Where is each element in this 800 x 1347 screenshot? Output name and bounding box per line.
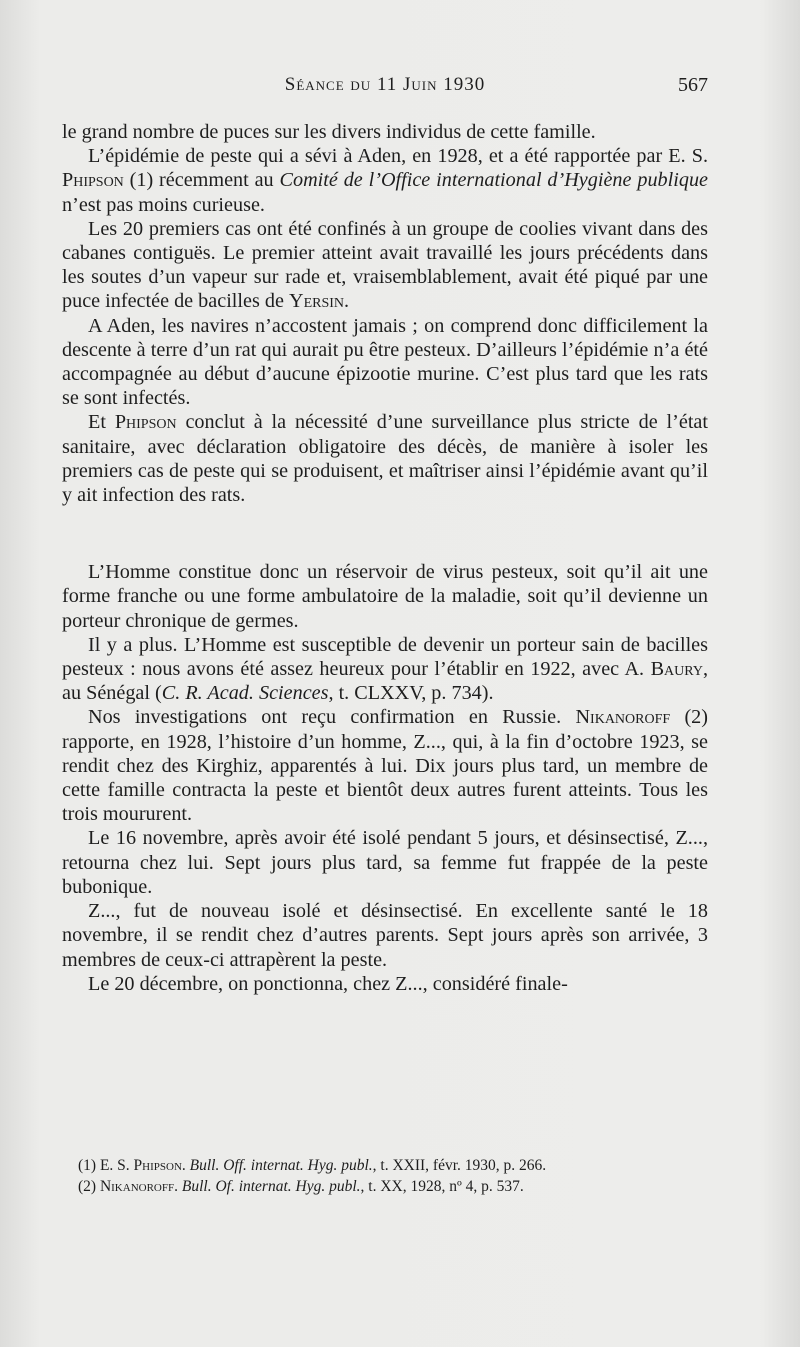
- paragraph: [62, 410, 708, 507]
- paragraph-text: Le 20 décembre, on ponctionna, chez Z..., considéré finale-: [88, 972, 568, 995]
- author-name: Nikanoroff: [99, 1178, 175, 1195]
- paragraph-text: Z..., fut de nouveau isolé et désinsectisé. En excellente santé le 18 novembre, il se rendit chez d’autres parents. Sept jours après son arrivée, 3 membres de ceux-ci attrapèrent la peste.: [62, 900, 708, 971]
- author-name: Phipson: [62, 169, 124, 192]
- italic-citation: C. R. Acad. Sciences: [161, 682, 329, 705]
- author-name: Phipson: [114, 411, 177, 434]
- paragraph: [62, 560, 708, 633]
- paragraph: [62, 705, 708, 826]
- paragraph-text: A Aden, les navires n’accostent jamais ; on comprend donc difficilement la descente à terre d’un rat qui aurait pu être pesteux. D’ailleurs l’épidémie n’a été accompagnée au début d’aucune épizootie murine. C’est plus tard que les rats se sont infectés.: [62, 314, 708, 410]
- paragraph-text: (2) rapporte, en 1928, l’histoire d’un homme, Z..., qui, à la fin d’octobre 1923, se rendit chez des Kirghiz, apparentés à lui. Dix jours plus tard, un membre de cette famille contracta la peste et bientôt deux autres furent atteints. Tous les trois moururent.: [62, 706, 709, 826]
- paragraph-text: , t. CLXXV, p. 734).: [328, 682, 494, 705]
- running-title: Séance du 11 Juin 1930: [284, 74, 486, 95]
- footnote-text: .: [181, 1157, 190, 1174]
- paragraph: [62, 826, 708, 899]
- paragraph-text: conclut à la nécessité d’une surveillance plus stricte de l’état sanitaire, avec déclaration obligatoire des décès, de manière à isoler les premiers cas de peste qui se produisent, et maîtriser ainsi l’épidémie avant qu’il y ait infection des rats.: [62, 411, 708, 507]
- running-header: [62, 74, 708, 102]
- paragraph-text: Et: [88, 411, 115, 434]
- paragraph-text: n’est pas moins curieuse.: [62, 193, 265, 216]
- footnotes: [62, 1155, 708, 1197]
- paragraph-text: Le 16 novembre, après avoir été isolé pendant 5 jours, et désinsectisé, Z..., retourna chez lui. Sept jours plus tard, sa femme fut frappée de la peste bubonique.: [62, 827, 708, 898]
- paragraph: [62, 314, 708, 411]
- paragraph-text: Nos investigations ont reçu confirmation en Russie.: [88, 706, 576, 729]
- paragraph-text: , au Sénégal (: [62, 658, 708, 705]
- footnote-text: (2): [78, 1178, 100, 1195]
- italic-citation: Bull. Of. internat. Hyg. publ.: [181, 1178, 361, 1195]
- section-break: [62, 507, 708, 560]
- italic-title: Comité de l’Office international d’Hygiène publique: [279, 169, 708, 192]
- paragraph: [62, 144, 708, 217]
- paragraph-text: Il y a plus. L’Homme est susceptible de devenir un porteur sain de bacilles pesteux : nous avons été assez heureux pour l’établir en 1922, avec A.: [62, 633, 708, 681]
- paragraph: [62, 899, 708, 972]
- paragraph-text: L’épidémie de peste qui a sévi à Aden, en 1928, et a été rapportée par E. S.: [88, 145, 708, 168]
- author-name: Nikanoroff: [575, 706, 671, 729]
- paragraph-text: Les 20 premiers cas ont été confinés à un groupe de coolies vivant dans des cabanes contiguës. Le premier atteint avait travaillé les jours précédents dans les soutes d’un vapeur sur rade et, vraisemblablement, avait été piqué par une puce infectée de bacilles de: [62, 217, 708, 313]
- body-text: [62, 120, 708, 996]
- footnote-text: , t. XXII, févr. 1930, p. 266.: [372, 1157, 547, 1174]
- footnote-text: .: [174, 1178, 182, 1195]
- footnote-2: [62, 1176, 708, 1197]
- italic-citation: Bull. Off. internat. Hyg. publ.: [189, 1157, 373, 1174]
- paragraph: [62, 972, 708, 996]
- author-name: Phipson: [133, 1157, 182, 1174]
- paragraph-text: L’Homme constitue donc un réservoir de virus pesteux, soit qu’il ait une forme franche ou une forme ambulatoire de la maladie, soit qu’il devienne un porteur chronique de germes.: [62, 561, 708, 632]
- paragraph-text: le grand nombre de puces sur les divers individus de cette famille.: [62, 121, 596, 143]
- page-number: 567: [678, 74, 708, 96]
- paragraph-text: .: [344, 290, 350, 313]
- author-name: Yersin: [288, 290, 345, 313]
- paragraph-text: (1) récemment au: [123, 169, 280, 192]
- footnote-text: , t. XX, 1928, nº 4, p. 537.: [360, 1178, 524, 1195]
- footnote-text: (1) E. S.: [78, 1157, 134, 1174]
- author-name: Baury: [650, 658, 703, 681]
- paragraph: [62, 120, 708, 144]
- paragraph: [62, 217, 708, 314]
- footnote-1: [62, 1155, 708, 1176]
- paragraph: [62, 633, 708, 706]
